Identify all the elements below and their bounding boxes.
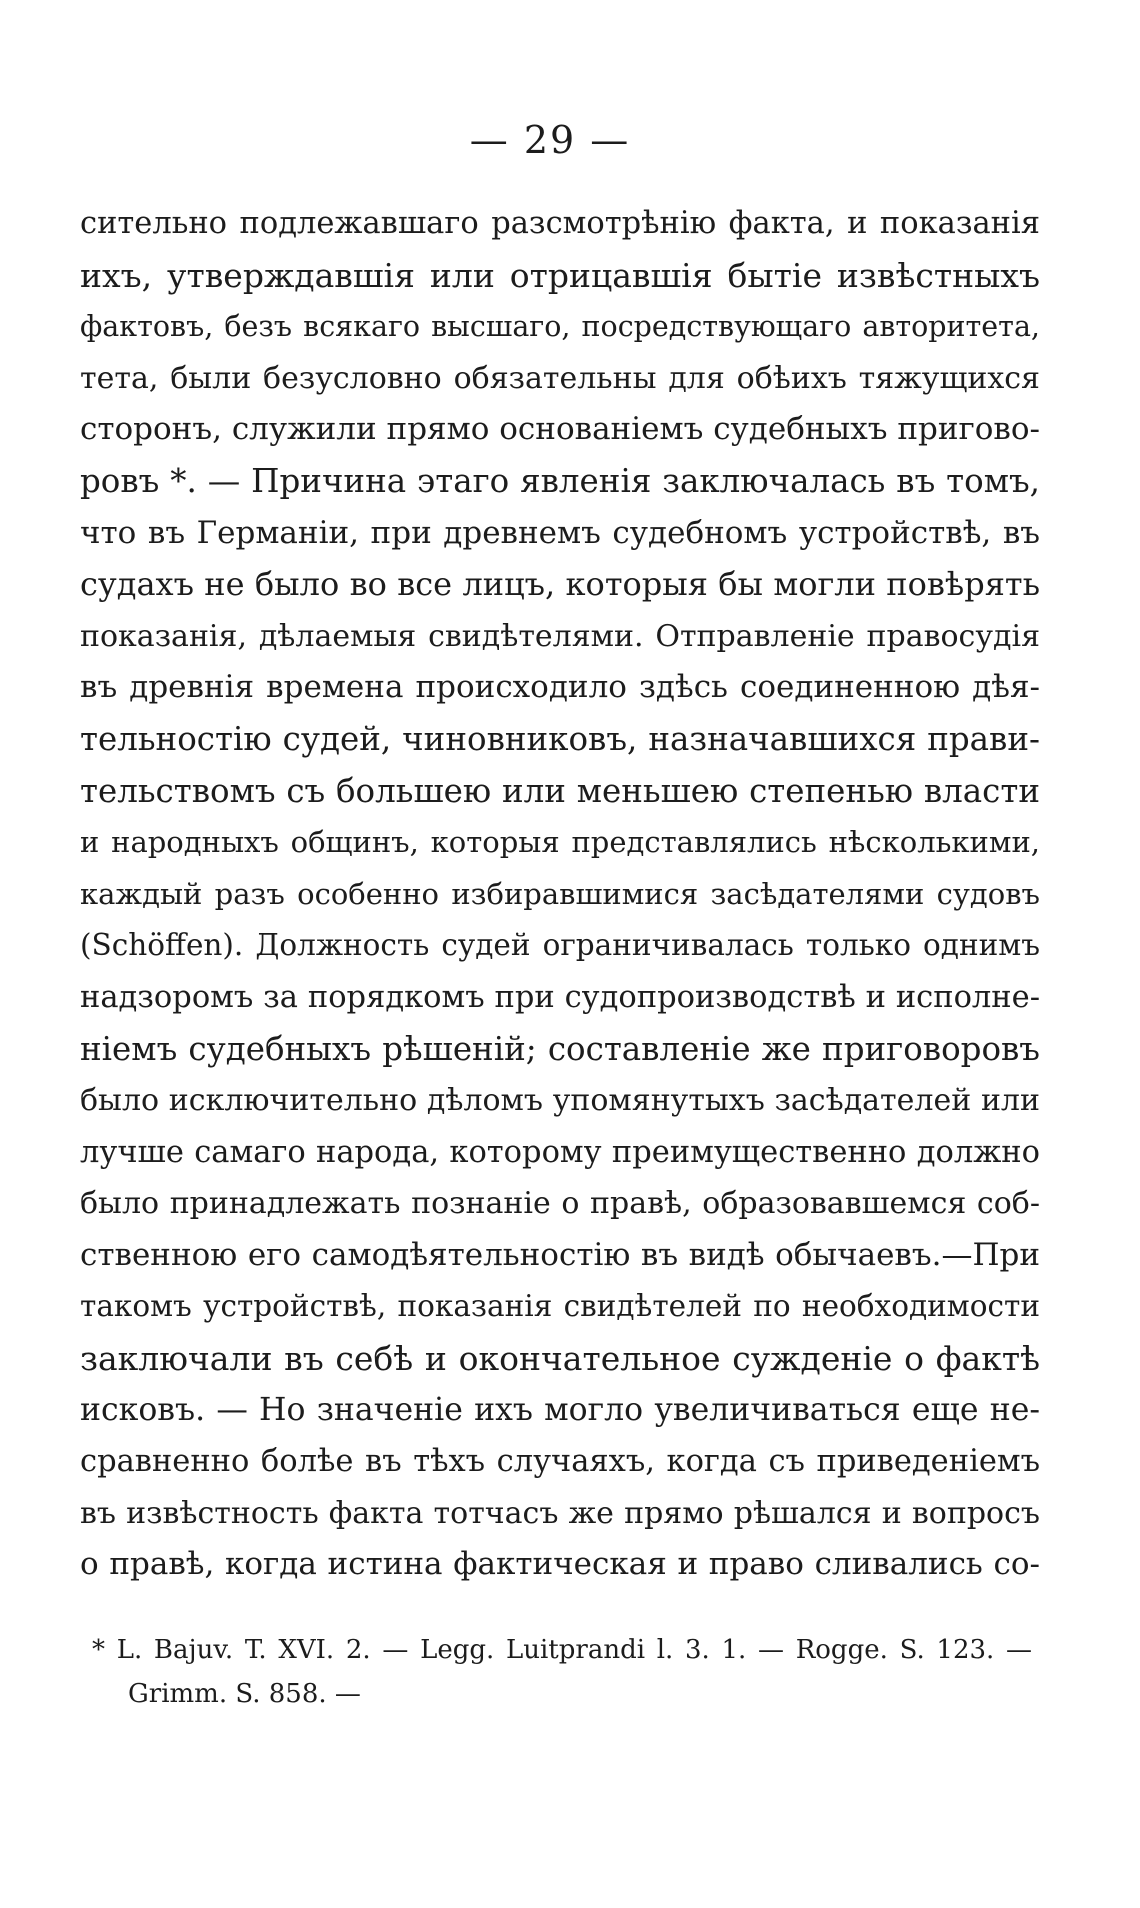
text-line: въ извѣстность факта тотчасъ же прямо рѣшался и вопросъ xyxy=(80,1495,1040,1531)
text-line: фактовъ, безъ всякаго высшаго, посредствующаго авторитета, xyxy=(80,310,1040,344)
text-line: что въ Германіи, при древнемъ судебномъ устройствѣ, въ xyxy=(80,514,1040,551)
text-line: въ древнія времена происходило здѣсь соединенною дѣя- xyxy=(80,669,1040,706)
footnote-line: Grimm. S. 858. — xyxy=(128,1679,361,1709)
text-line: ственною его самодѣятельностію въ видѣ обычаевъ.—При xyxy=(80,1236,1040,1273)
text-line: ніемъ судебныхъ рѣшеній; составленіе же приговоровъ xyxy=(80,1029,1040,1068)
text-line: такомъ устройствѣ, показанія свидѣтелей по необходимости xyxy=(80,1289,1040,1324)
main-text xyxy=(80,198,1040,1591)
text-line: судахъ не было во все лицъ, которыя бы могли повѣрять xyxy=(80,565,1040,604)
text-line: надзоромъ за порядкомъ при судопроизводствѣ и исполне- xyxy=(80,979,1040,1015)
text-line: исковъ. — Но значеніе ихъ могло увеличиваться еще не- xyxy=(80,1391,1040,1428)
text-line: было исключительно дѣломъ упомянутыхъ засѣдателей или xyxy=(80,1083,1040,1119)
text-line: лучше самаго народа, которому преимущественно должно xyxy=(80,1134,1040,1170)
text-line: ихъ, утверждавшія или отрицавшія бытіе извѣстныхъ xyxy=(80,255,1040,295)
text-line: показанія, дѣлаемыя свидѣтелями. Отправленіе правосудія xyxy=(80,618,1040,654)
text-line: (Schöffen). Должность судей ограничивалась только однимъ xyxy=(80,928,1040,963)
text-line: было принадлежать познаніе о правѣ, образовавшемся соб- xyxy=(80,1186,1040,1222)
footnote-line: * L. Bajuv. T. XVI. 2. — Legg. Luitprandi l. 3. 1. — Rogge. S. 123. — xyxy=(92,1635,1032,1665)
text-line: тета, были безусловно обязательны для обѣихъ тяжущихся xyxy=(80,360,1040,396)
footnote-block xyxy=(92,1628,1032,1716)
page-number: — 29 — xyxy=(469,118,631,162)
text-line: тельностію судей, чиновниковъ, назначавшихся прави- xyxy=(80,719,1040,758)
text-line: сравненно болѣе въ тѣхъ случаяхъ, когда съ приведеніемъ xyxy=(80,1444,1040,1480)
text-line: тельствомъ съ большею или меньшею степенью власти xyxy=(80,771,1040,810)
text-line: ровъ *. — Причина этаго явленія заключалась въ томъ, xyxy=(80,461,1040,500)
text-line: каждый разъ особенно избиравшимися засѣдателями судовъ xyxy=(80,876,1040,911)
text-line: и народныхъ общинъ, которыя представлялись нѣсколькими, xyxy=(80,825,1040,860)
text-line: сительно подлежавшаго разсмотрѣнію факта, и показанія xyxy=(80,206,1040,241)
text-line: о правѣ, когда истина фактическая и право сливались со- xyxy=(80,1546,1040,1583)
text-line: сторонъ, служили прямо основаніемъ судебныхъ пригово- xyxy=(80,411,1040,448)
text-line: заключали въ себѣ и окончательное сужденіе о фактѣ xyxy=(80,1339,1040,1379)
